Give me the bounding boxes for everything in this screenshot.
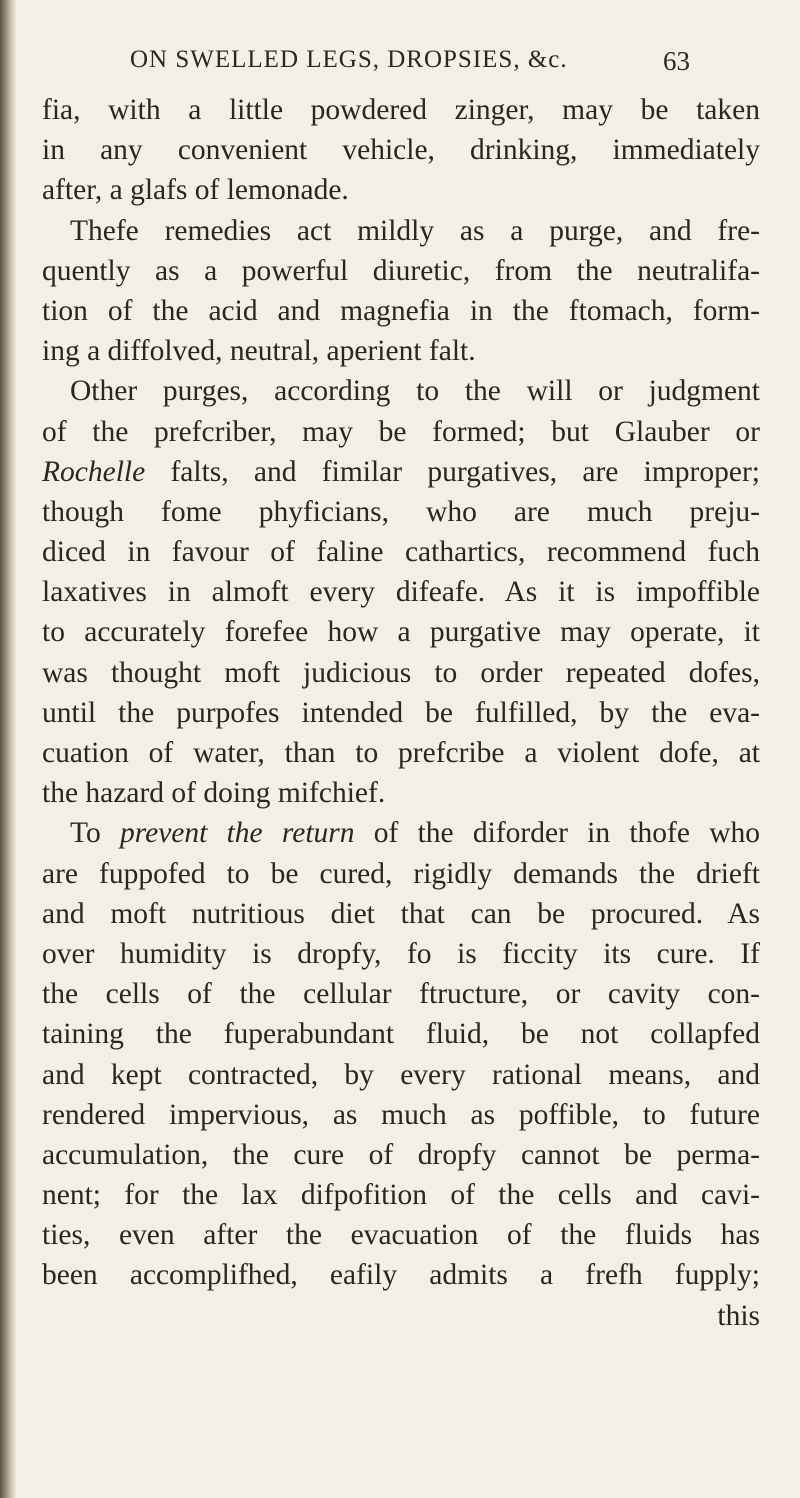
text-line: Thefe remedies act mildly as a purge, and fre- [70,214,760,247]
text-line-rochelle [42,452,760,492]
text-line: the hazard of doing mifchief. [42,777,386,810]
text-line: been accomplifhed, eafily admits a frefh fupply; [42,1259,760,1292]
text-line: are fuppofed to be cured, rigidly demands the drieft [42,857,760,890]
text-line: nent; for the lax difpofition of the cells and cavi- [42,1179,760,1212]
text-line-prevent: To prevent the return of the diforder in thofe who [70,817,760,850]
text-line: though fome phyficians, who are much preju- [42,495,760,528]
text-line: Other purges, according to the will or judgment [70,375,760,408]
text-line: fia, with a little powdered zinger, may be taken [42,94,760,126]
text-line: laxatives in almoft every difeafe. As it is impoffible [42,576,760,609]
text-line: to accurately forefee how a purgative may operate, it [42,616,760,649]
text-line: accumulation, the cure of dropfy cannot be perma- [42,1138,760,1171]
text-rest: falts, and fimilar purgatives, are improper; [170,455,760,488]
text-line: ties, even after the evacuation of the fluids has [42,1219,760,1252]
text-line: taining the fuperabundant fluid, be not collapfed [42,1018,760,1051]
page-header [130,46,690,86]
body-text [42,90,760,1336]
italic-rochelle: Rochelle [42,455,146,488]
text-line: and moft nutritious diet that can be procured. As [42,897,760,930]
text-line: until the purpofes intended be fulfilled, by the eva- [42,696,760,729]
text-line: was thought moft judicious to order repeated dofes, [42,656,760,689]
text-line: the cells of the cellular ftructure, or cavity con- [42,978,760,1011]
text-line: cuation of water, than to prefcribe a violent dofe, at [42,737,760,769]
text-line: quently as a powerful diuretic, from the neutralifa- [42,254,760,287]
text-line: after, a glafs of lemonade. [42,174,349,207]
text-line: of the prefcriber, may be formed; but Glauber or [42,415,760,448]
text-line: ing a diffolved, neutral, aperient falt. [42,335,476,368]
italic-prevent: prevent the return [119,817,355,850]
text-line: in any convenient vehicle, drinking, immediately [42,134,760,167]
text-line: diced in favour of faline cathartics, recommend fuch [42,536,760,569]
text-line: tion of the acid and magnefia in the ftomach, form- [42,294,760,327]
text-line: over humidity is dropfy, fo is ficcity its cure. If [42,937,760,970]
page-number: 63 [663,46,690,76]
text-line: and kept contracted, by every rational means, and [42,1058,760,1091]
text-line: rendered impervious, as much as poffible, to future [42,1098,760,1131]
running-head: ON SWELLED LEGS, DROPSIES, &c. [130,46,568,73]
catchword: this [717,1299,760,1332]
